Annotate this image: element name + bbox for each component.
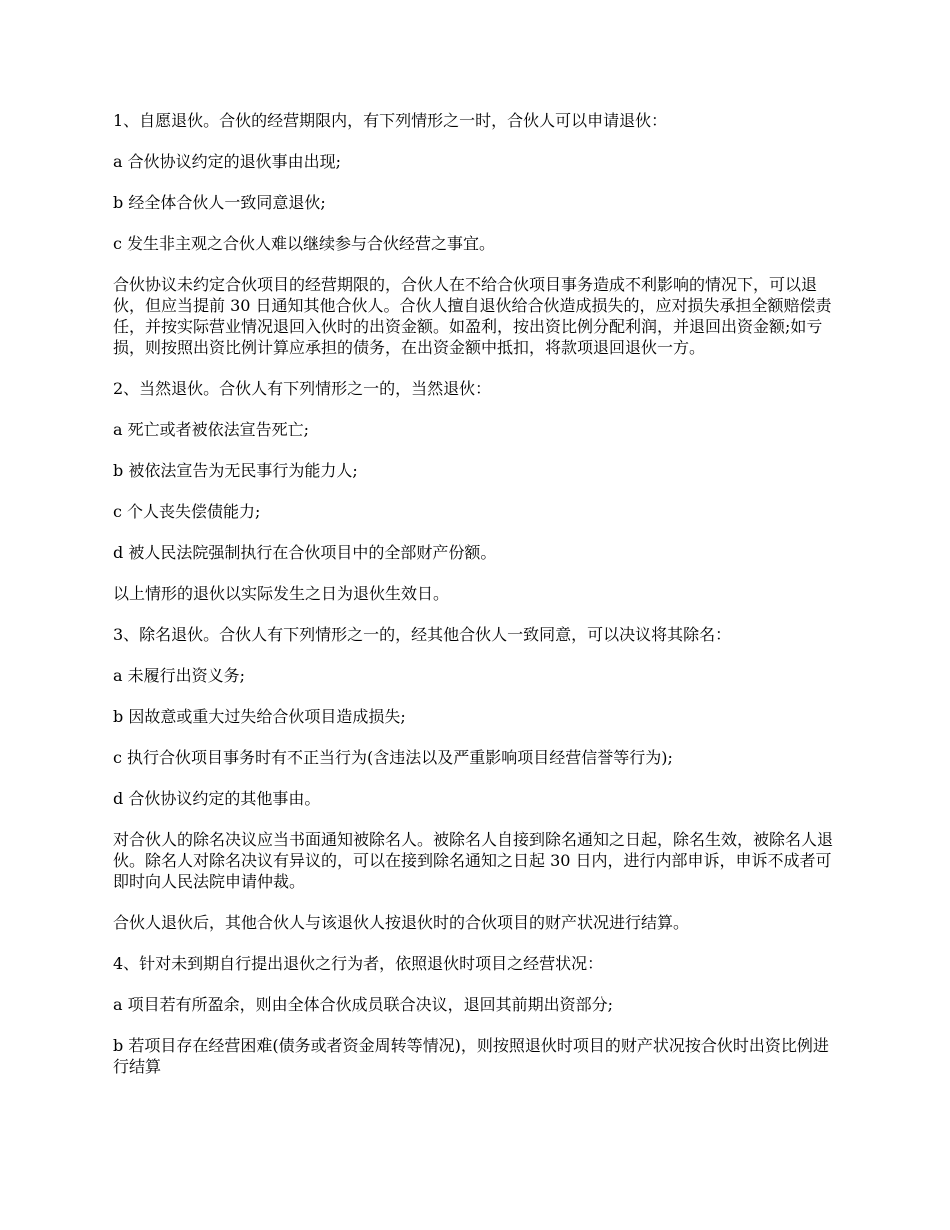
section-1-item-a: a 合伙协议约定的退伙事由出现; (113, 152, 342, 171)
section-2-paragraph: 以上情形的退伙以实际发生之日为退伙生效日。 (113, 584, 450, 603)
section-1-item-b: b 经全体合伙人一致同意退伙; (113, 193, 326, 212)
settlement-paragraph: 合伙人退伙后，其他合伙人与该退伙人按退伙时的合伙项目的财产状况进行结算。 (113, 913, 690, 932)
section-1-paragraph: 合伙协议未约定合伙项目的经营期限的，合伙人在不给合伙项目事务造成不利影响的情况下，可以退伙，但应当提前 30 日通知其他合伙人。合伙人擅自退伙给合伙造成损失的，应对损失承担全额赔偿责任，并按实际营业情况退回入伙时的出资金额。如盈利，按出资比例分配利润，并退回出资金额;如亏损，则按照出资比例计算应承担的债务，在出资金额中抵扣，将款项退回退伙一方。 (113, 275, 832, 357)
section-2-item-c: c 个人丧失偿债能力; (113, 502, 261, 521)
section-3-item-c: c 执行合伙项目事务时有不正当行为(含违法以及严重影响项目经营信誉等行为); (113, 748, 673, 767)
section-3-item-d: d 合伙协议约定的其他事由。 (113, 789, 321, 808)
section-2-item-d: d 被人民法院强制执行在合伙项目中的全部财产份额。 (113, 543, 497, 562)
section-2-heading: 2、当然退伙。合伙人有下列情形之一的，当然退伙： (113, 379, 492, 398)
section-3-paragraph: 对合伙人的除名决议应当书面通知被除名人。被除名人自接到除名通知之日起，除名生效，被除名人退伙。除名人对除名决议有异议的，可以在接到除名通知之日起 30 日内，进行内部申诉，申诉不成者可即时向人民法院申请仲裁。 (113, 830, 834, 891)
section-3-heading: 3、除名退伙。合伙人有下列情形之一的，经其他合伙人一致同意，可以决议将其除名： (113, 625, 732, 644)
section-3-item-b: b 因故意或重大过失给合伙项目造成损失; (113, 707, 406, 726)
section-1-heading: 1、自愿退伙。合伙的经营期限内，有下列情形之一时，合伙人可以申请退伙： (113, 111, 668, 130)
section-1-item-c: c 发生非主观之合伙人难以继续参与合伙经营之事宜。 (113, 234, 496, 253)
section-4-item-b: b 若项目存在经营困难(债务或者资金周转等情况)，则按照退伙时项目的财产状况按合伙时出资比例进行结算 (113, 1036, 829, 1076)
section-4-heading: 4、针对未到期自行提出退伙之行为者，依照退伙时项目之经营状况： (113, 954, 604, 973)
section-4-item-a: a 项目若有所盈余，则由全体合伙成员联合决议，退回其前期出资部分; (113, 995, 614, 1014)
document-body (113, 110, 841, 1097)
section-3-item-a: a 未履行出资义务; (113, 666, 246, 685)
section-2-item-b: b 被依法宣告为无民事行为能力人; (113, 461, 358, 480)
section-2-item-a: a 死亡或者被依法宣告死亡; (113, 420, 310, 439)
